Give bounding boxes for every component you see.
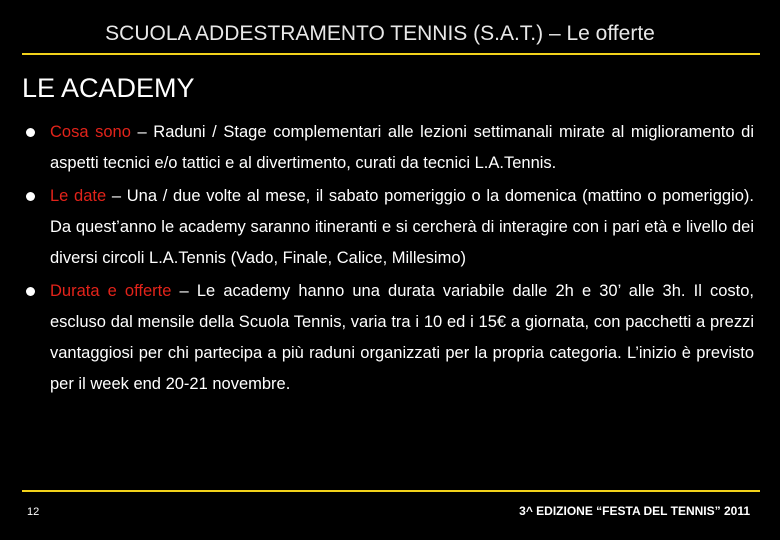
bullet-item-cosa-sono [24,117,754,179]
bullet-item-le-date [24,181,754,274]
bullet-list [24,117,754,402]
footer-divider [22,490,760,492]
bullet-text: Raduni / Stage complementari alle lezioni settimanali mirate al miglioramento di aspetti tecnici e/o tattici e al divertimento, curati da tecnici L.A.Tennis. [50,123,754,172]
bullet-separator: – [106,187,127,205]
section-heading: LE ACADEMY [22,73,195,103]
footer-text: 3^ EDIZIONE “FESTA DEL TENNIS” 2011 [519,504,750,518]
bullet-separator: – [130,123,154,141]
bullet-dot-icon [26,287,35,296]
bullet-text: Una / due volte al mese, il sabato pomeriggio o la domenica (mattino o pomeriggio). Da quest’anno le academy saranno itineranti e si cercherà di interagire con i pari età e livello dei diversi circoli L.A.Tennis (Vado, Finale, Calice, Millesimo) [50,187,754,267]
page-number: 12 [27,506,40,518]
bullet-term: Cosa sono [50,123,131,141]
bullet-dot-icon [26,128,35,137]
bullet-text: Le academy hanno una durata variabile dalle 2h e 30’ alle 3h. Il costo, escluso dal mensile della Scuola Tennis, varia tra i 10 ed i 15€ a giornata, con pacchetti a prezzi vantaggiosi per chi partecipa a più raduni organizzati per la propria categoria. L’inizio è previsto per il week end 20-21 novembre. [50,282,754,393]
slide-title: SCUOLA ADDESTRAMENTO TENNIS (S.A.T.) – Le offerte [105,22,655,45]
bullet-item-durata-offerte [24,276,754,400]
title-divider [22,53,760,55]
bullet-separator: – [171,282,197,300]
bullet-dot-icon [26,192,35,201]
bullet-term: Le date [50,187,107,205]
bullet-term: Durata e offerte [50,282,172,300]
